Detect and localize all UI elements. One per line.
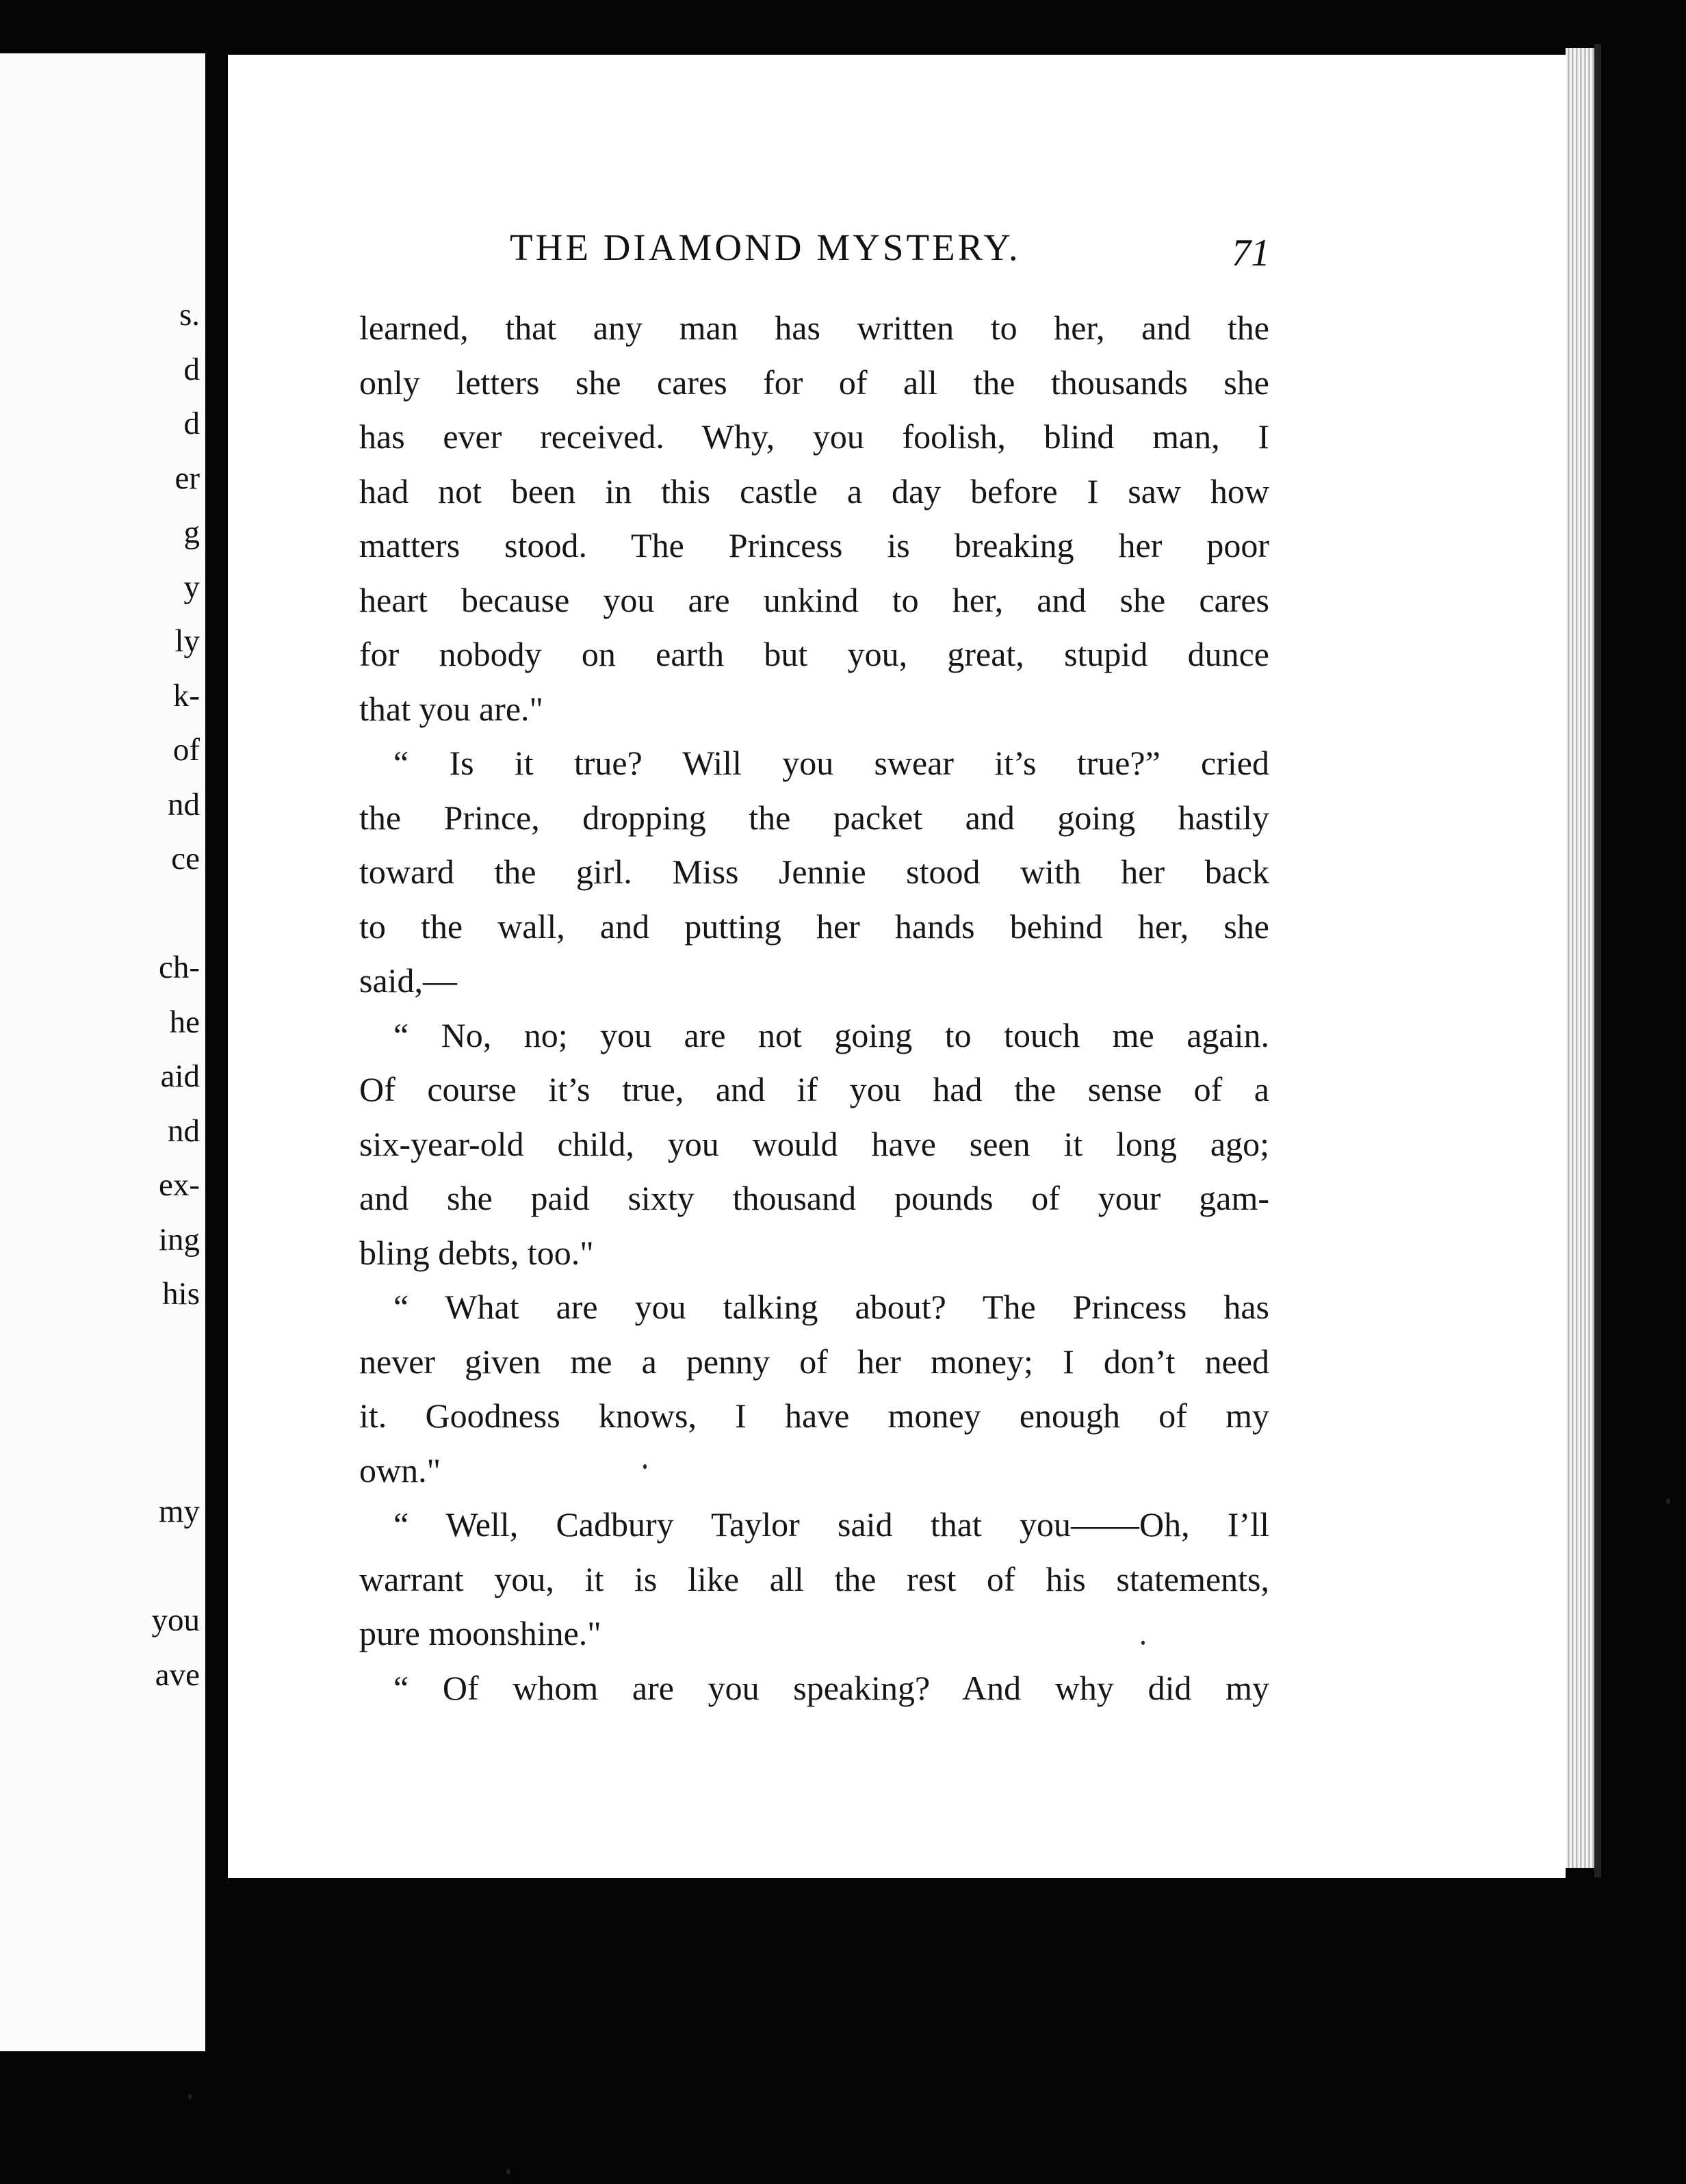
text-line: learned, that any man has written to her, and the — [359, 309, 1269, 347]
left-page-fragment: er — [174, 460, 200, 496]
scan-speck — [1666, 1498, 1670, 1504]
left-facing-page — [0, 53, 205, 2051]
text-line: “ No, no; you are not going to touch me again. — [393, 1015, 1269, 1054]
text-line: own." — [359, 1451, 441, 1490]
text-line: had not been in this castle a day before I saw how — [359, 471, 1269, 510]
left-page-fragment: of — [172, 732, 200, 768]
text-line: toward the girl. Miss Jennie stood with her back — [359, 853, 1269, 891]
left-page-fragment: g — [183, 515, 200, 550]
text-line: six-year-old child, you would have seen it long ago; — [359, 1124, 1269, 1163]
text-line: matters stood. The Princess is breaking her poor — [359, 526, 1269, 564]
text-line: never given me a penny of her money; I don’t need — [359, 1342, 1269, 1381]
book-cover-edge — [1594, 44, 1601, 1877]
text-line: for nobody on earth but you, great, stupid dunce — [359, 635, 1269, 673]
text-line: “ Is it true? Will you swear it’s true?” cried — [393, 744, 1269, 782]
left-page-fragment: ch- — [158, 950, 200, 985]
text-line: only letters she cares for of all the thousands she — [359, 363, 1269, 402]
text-line: the Prince, dropping the packet and going hastily — [359, 798, 1269, 837]
left-page-fragment: you — [151, 1602, 200, 1638]
text-line: it. Goodness knows, I have money enough of my — [359, 1396, 1269, 1435]
left-page-fragment: d — [183, 406, 200, 441]
left-page-fragment: ave — [155, 1656, 200, 1693]
left-page-fragment: ly — [174, 623, 200, 659]
left-page-fragment: ing — [158, 1221, 200, 1258]
text-line: Of course it’s true, and if you had the sense of a — [359, 1070, 1269, 1108]
left-page-fragment: my — [158, 1494, 200, 1529]
text-line: “ What are you talking about? The Princess has — [393, 1288, 1269, 1326]
text-line: and she paid sixty thousand pounds of your gam- — [359, 1179, 1269, 1217]
text-line: that you are." — [359, 689, 543, 728]
left-page-fragment: s. — [179, 297, 200, 333]
left-page-fragment: he — [169, 1004, 200, 1040]
left-page-fragment: his — [162, 1276, 200, 1312]
scan-speck — [188, 2094, 192, 2100]
page-number: 71 — [1232, 232, 1270, 274]
left-page-fragment: nd — [168, 1113, 200, 1149]
running-head: THE DIAMOND MYSTERY. — [510, 226, 1021, 268]
left-page-fragment: k- — [172, 677, 200, 714]
text-line: has ever received. Why, you foolish, blind man, I — [359, 417, 1269, 456]
left-page-fragment: ex- — [158, 1167, 200, 1203]
body-text — [359, 301, 1269, 1715]
text-line: pure moonshine." — [359, 1614, 601, 1652]
left-page-fragment: nd — [168, 786, 200, 822]
text-line: warrant you, it is like all the rest of his statements, — [359, 1559, 1269, 1598]
text-line: heart because you are unkind to her, and she cares — [359, 580, 1269, 619]
left-page-fragment: y — [183, 569, 200, 605]
scan-speck — [1141, 1641, 1145, 1645]
left-page-fragment: aid — [160, 1058, 200, 1094]
text-line: bling debts, too." — [359, 1233, 594, 1272]
left-page-fragment: ce — [171, 841, 200, 876]
page-stack-edge — [1566, 48, 1594, 1868]
text-line: to the wall, and putting her hands behind her, she — [359, 907, 1269, 946]
text-line: “ Of whom are you speaking? And why did my — [393, 1668, 1269, 1707]
text-line: said,— — [359, 961, 458, 1000]
left-page-fragment: d — [183, 351, 200, 387]
scan-speck — [643, 1464, 647, 1469]
text-line: “ Well, Cadbury Taylor said that you——Oh, I’ll — [393, 1505, 1269, 1544]
scan-speck — [506, 2169, 510, 2174]
